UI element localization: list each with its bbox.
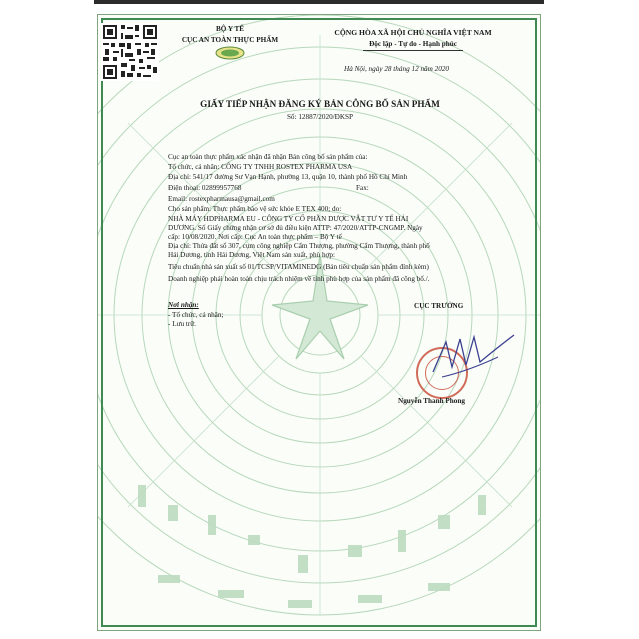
agency-logo [215,46,245,60]
fax-line: Fax: [356,184,369,192]
signer-role: CỤC TRƯỞNG [414,302,464,310]
factory-address-line-1: Địa chỉ: Thửa đất số 307, cụm công nghiệp Cẩm Thượng, phường Cẩm Thượng, thành phố [168,242,430,250]
manufacturer-line-3: cấp: 10/08/2020. Nơi cấp: Cục An toàn thực phẩm – Bộ Y tế [168,233,342,241]
signer-name: Nguyễn Thanh Phong [398,397,465,405]
recipient-item: - Tổ chức, cá nhân; [168,311,224,319]
recipient-item: - Lưu trữ. [168,320,196,328]
ministry-name: BỘ Y TẾ [215,25,245,33]
top-edge-bar [94,0,544,4]
recipients-heading: Nơi nhận: [168,301,199,309]
manufacturer-line-2: DƯƠNG. Số Giấy chứng nhận cơ sở đủ điều kiện ATTP: 47/2020/ATTP-CNGMP. Ngày [168,224,423,232]
responsibility-line: Doanh nghiệp phải hoàn toàn chịu trách nhiệm về tính phù hợp của sản phẩm đã công bố./. [168,275,430,283]
address-line: Địa chỉ: 541/17 đường Sư Vạn Hạnh, phường 13, quận 10, thành phố Hồ Chí Minh [168,173,408,181]
agency-name: CỤC AN TOÀN THỰC PHẨM [181,36,279,44]
phone-line: Điện thoại: 02899957768 [168,184,242,192]
standard-line: Tiêu chuẩn nhà sản xuất số 01/TCSP/VITAMINEDG (Bản tiêu chuẩn sản phẩm đính kèm) [168,263,429,271]
qr-code [101,23,159,81]
email-line: Email: rostexpharmausa@gmail.com [168,195,275,203]
document-title: GIẤY TIẾP NHẬN ĐĂNG KÝ BẢN CÔNG BỐ SẢN PHẨM [200,99,440,109]
date-line: Hà Nội, ngày 28 tháng 12 năm 2020 [344,65,450,73]
document-number: Số: 12887/2020/ĐKSP [286,113,354,121]
national-motto: Độc lập - Tự do - Hạnh phúc [369,40,457,48]
intro-line: Cục an toàn thực phẩm xác nhận đã nhận Bản công bố sản phẩm của: [168,153,368,161]
motto-underline [363,50,463,51]
republic-name: CỘNG HÒA XÃ HỘI CHỦ NGHĨA VIỆT NAM [334,28,492,37]
factory-address-line-2: Hải Dương, tỉnh Hải Dương, Việt Nam sản xuất, phù hợp: [168,251,335,259]
certificate-document [97,14,541,631]
manufacturer-line-1: NHÀ MÁY HDPHARMA EU - CÔNG TY CỔ PHẦN DƯỢC VẬT TƯ Y TẾ HẢI [168,215,409,223]
organization-line: Tổ chức, cá nhân: CÔNG TY TNHH ROSTEX PHARMA USA [168,163,353,171]
product-line: Cho sản phẩm: Thực phẩm bảo vệ sức khỏe E TEX 400; do: [168,205,342,213]
handwritten-signature [428,327,518,387]
